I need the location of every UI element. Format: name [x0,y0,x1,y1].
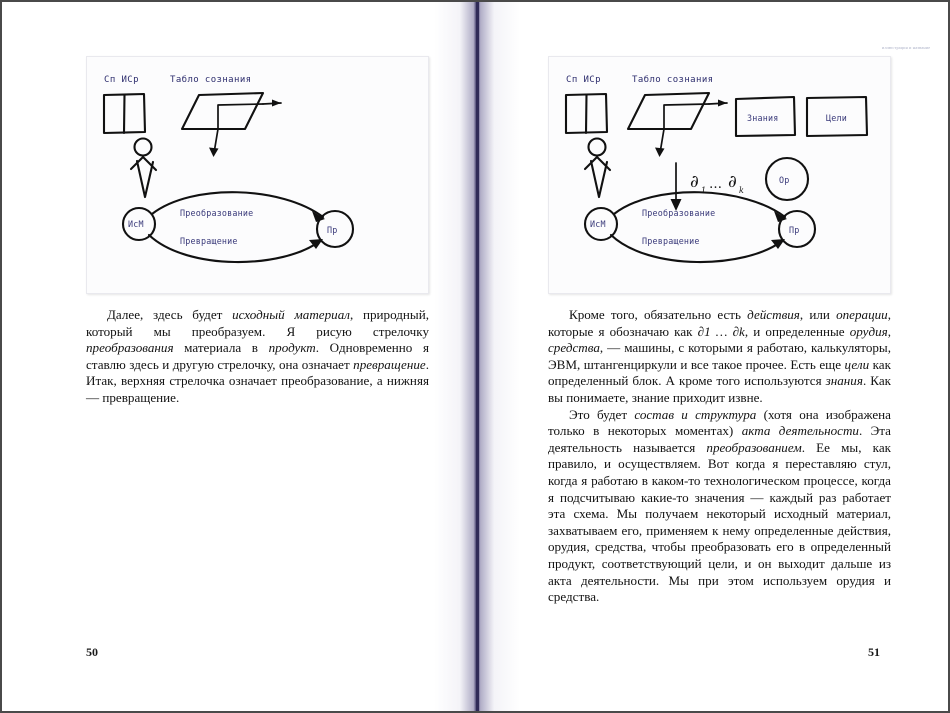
operator-sub-k: k [739,186,744,195]
text-run: , и определенные [744,323,850,339]
text-run: , природный, который мы преобразуем. Я рисую стрелочку [86,307,429,339]
box-label-tseli: Цели [826,113,847,123]
text-run: , которые я обозначаю как [548,307,891,339]
book-binding-line [476,2,479,713]
text-run: материала в [173,340,269,356]
box-tseli [807,97,867,136]
split-rectangle-icon [566,94,607,133]
emphasis-run: акта деятельности [741,423,859,439]
edge-label-preobrazovanie: Преобразование [180,208,254,218]
right-page-figure [548,56,891,294]
node-label-pr: Пр [789,225,800,235]
emphasis-run: преобразованием [706,439,802,455]
text-run: Кроме того, обязательно есть [569,307,748,322]
page-number-left: 50 [86,645,98,659]
transformation-diagram [585,192,815,262]
edge-label-prevrashchenie: Превращение [642,236,700,246]
text-run: , или [799,307,837,322]
emphasis-run: знания [825,373,863,389]
operator-partial-k: ∂ [728,172,737,192]
text-run: . Как вы понимаете, знание приходит извне. [548,373,891,405]
right-page [520,2,950,713]
emphasis-run: средства [548,340,600,356]
emphasis-run: ∂1 … ∂k [697,323,745,339]
node-label-pr: Пр [327,225,338,235]
text-run: Далее, здесь будет [107,307,233,322]
parallelogram-icon [182,93,281,157]
text-run: , [887,323,891,339]
box-znaniya [736,97,795,136]
circle-label-or: Ор [779,175,790,185]
figure-label-tablo: Табло сознания [632,75,714,85]
text-run: Это будет [569,406,635,422]
text-run: . Итак, верхняя стрелочка означает преобразование, а нижняя — превращение. [86,356,429,405]
operator-ellipsis: … [709,177,722,192]
figure-label-sp-isr: Сп ИСр [104,75,139,85]
node-label-ism: ИсМ [128,219,144,229]
page-number-right: 51 [868,645,880,659]
box-label-znaniya: Знания [747,113,779,123]
text-run: . Одновременно я ставлю здесь и другую стрелочку, она означает [86,340,429,372]
paragraph [548,407,891,606]
text-run: как определенный блок. А кроме того используются [548,356,891,389]
emphasis-run: продукт [268,340,316,356]
paragraph [548,307,891,407]
emphasis-run: преобразования [86,340,174,356]
left-page-figure [86,56,429,294]
circle-or [766,158,808,200]
operator-partial-1: ∂ [690,172,699,192]
left-paragraphs [86,307,429,407]
left-page-text [86,307,429,407]
parallelogram-icon [628,93,727,157]
stick-figure-icon [131,139,156,198]
transformation-diagram [123,192,353,262]
edge-label-prevrashchenie: Превращение [180,236,238,246]
operator-sub-1: 1 [701,186,707,195]
text-run: . Ее мы, как правило, и осуществляем. Вот когда я переставляю стул, когда я работаю в каком-то технологическом процессе, когда я подсчитываю какие-то значения — каждый раз работает эта схема. Мы получаем некоторый исходный материал, захватываем его, применяем к нему определенные действия, орудия, средства, чтобы преобразовать его в определенный продукт, соответствующий цели, и он выходит дальше из акта деятельности. Мы при этом используем орудия и средства. [548,439,891,605]
emphasis-run: цели [844,356,870,372]
edge-label-preobrazovanie: Преобразование [642,208,716,218]
emphasis-run: состав и структура [634,406,757,422]
emphasis-run: операции [836,307,888,322]
split-rectangle-icon [104,94,145,133]
right-page-text [548,307,891,606]
emphasis-run: исходный материал [232,307,350,322]
marginal-note: иллюстрация и название [882,45,931,50]
emphasis-run: орудия [849,323,888,339]
emphasis-run: превращение [353,356,426,372]
right-paragraphs [548,307,891,606]
emphasis-run: действия [747,307,800,322]
text-run: , — машины, с которыми я работаю, калькуляторы, ЭВМ, штангенциркули и все такое прочее. Есть еще [548,340,891,372]
stick-figure-icon [585,139,610,198]
figure-label-tablo: Табло сознания [170,75,252,85]
text-run: (хотя она изображена только в некоторых моментах) [548,406,891,439]
figure-label-sp-isr: Сп ИСр [566,75,601,85]
text-run: . Эта деятельность называется [548,423,891,455]
paragraph [86,307,429,407]
operators-arrow [671,163,745,211]
node-label-ism: ИсМ [590,219,606,229]
left-page [4,2,434,713]
